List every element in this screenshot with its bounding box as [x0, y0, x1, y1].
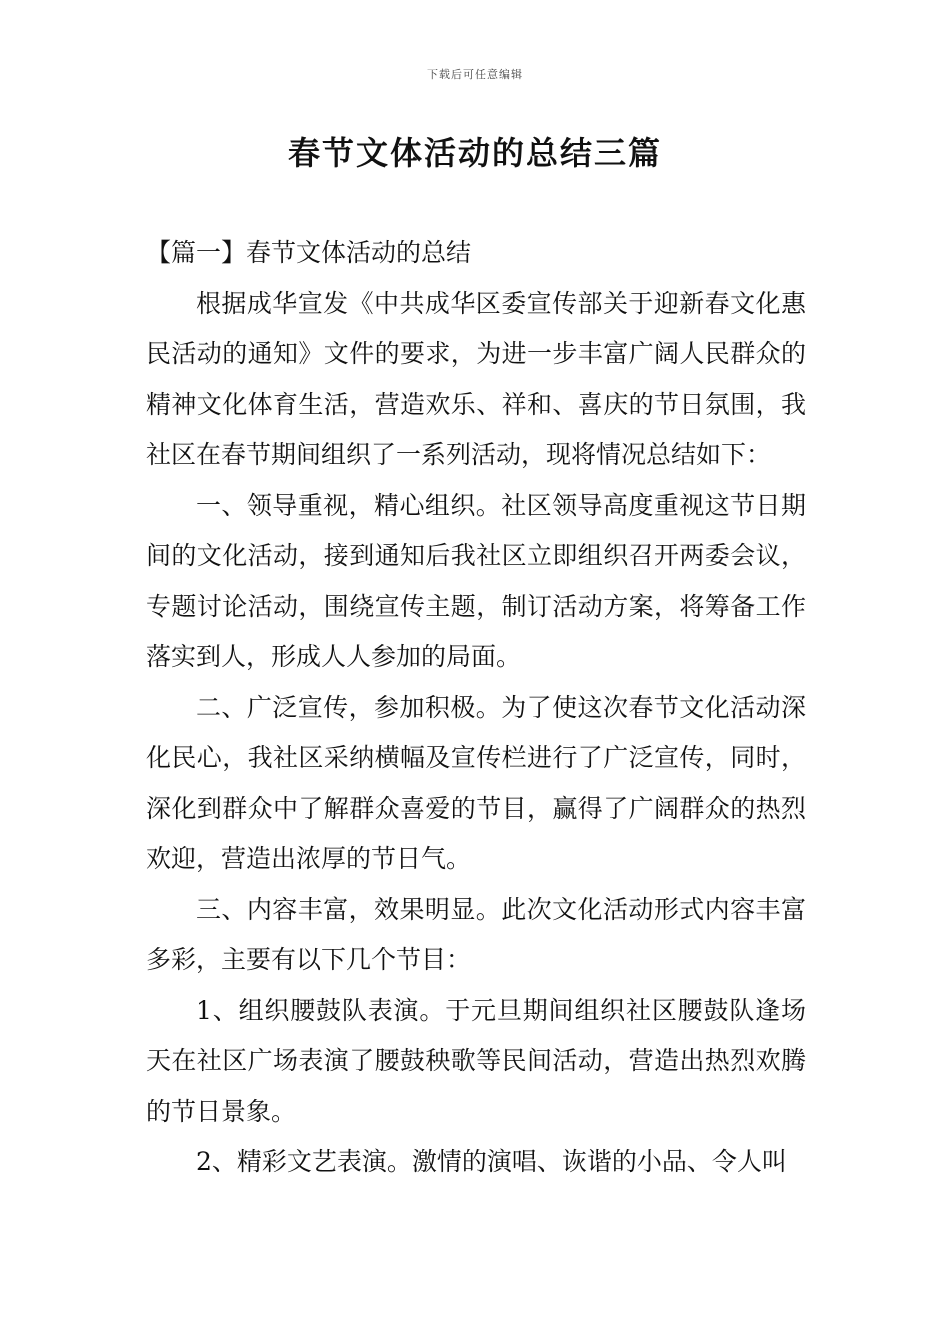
- paragraph-point-3: 三、内容丰富，效果明显。此次文化活动形式内容丰富多彩，主要有以下几个节目：: [146, 894, 806, 974]
- paragraph-item-2: 2、精彩文艺表演。激情的演唱、诙谐的小品、令人叫: [196, 1147, 787, 1176]
- paragraph-point-2: 二、广泛宣传，参加积极。为了使这次春节文化活动深化民心，我社区采纳横幅及宣传栏进行了广泛宣传，同时，深化到群众中了解群众喜爱的节目，赢得了广阔群众的热烈欢迎，营造出浓厚的节日气。: [146, 692, 806, 873]
- section-heading: 【篇一】春节文体活动的总结: [146, 238, 472, 267]
- document-title: 春节文体活动的总结三篇: [287, 134, 662, 172]
- document-body: [146, 228, 806, 1188]
- paragraph-item-1: 1、组织腰鼓队表演。于元旦期间组织社区腰鼓队逢场天在社区广场表演了腰鼓秧歌等民间活动，营造出热烈欢腾的节日景象。: [146, 995, 806, 1126]
- paragraph-intro: 根据成华宣发《中共成华区委宣传部关于迎新春文化惠民活动的通知》文件的要求，为进一步丰富广阔人民群众的精神文化体育生活，营造欢乐、祥和、喜庆的节日氛围，我社区在春节期间组织了一系列活动，现将情况总结如下：: [146, 288, 806, 469]
- header-note: 下载后可任意编辑: [427, 68, 523, 81]
- paragraph-point-1: 一、领导重视，精心组织。社区领导高度重视这节日期间的文化活动，接到通知后我社区立即组织召开两委会议，专题讨论活动，围绕宣传主题，制订活动方案，将筹备工作落实到人，形成人人参加的局面。: [146, 490, 806, 671]
